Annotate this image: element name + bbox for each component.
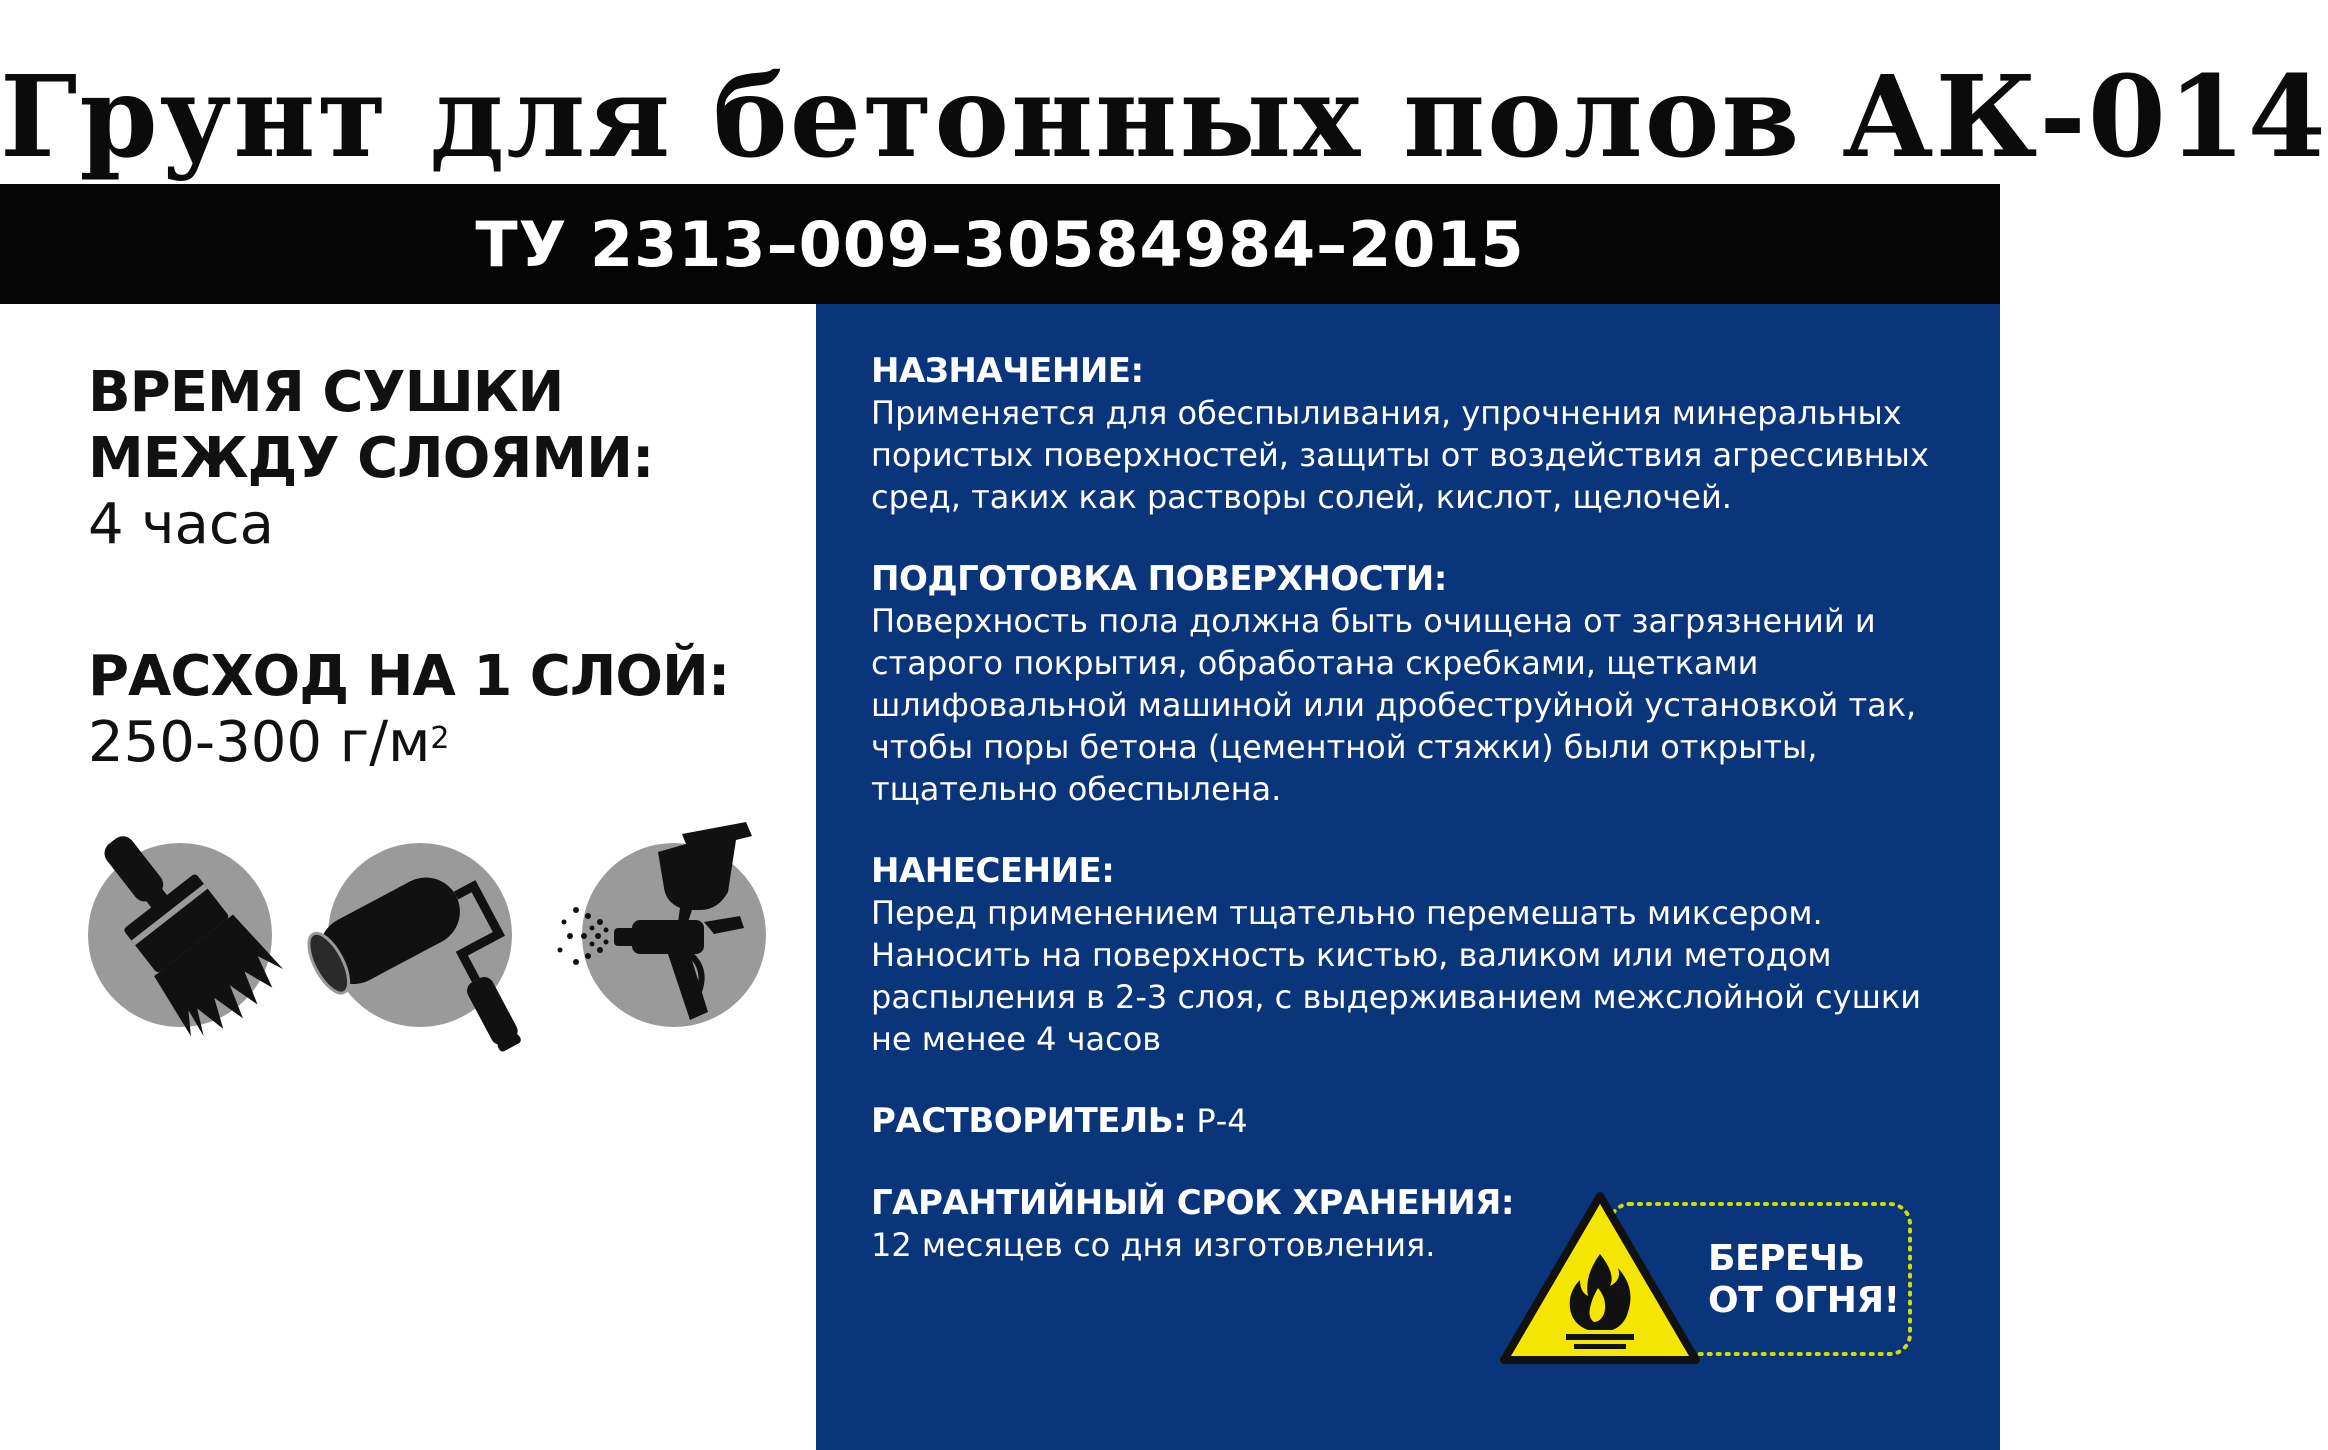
storage-body: 12 месяцев со дня изготовления. xyxy=(871,1226,1436,1264)
application-body: Перед применением тщательно перемешать миксером. Наносить на поверхность кистью, валиком или методом распыления в 2-3 слоя, с выдерживанием межслойной сушки не менее 4 часов xyxy=(871,894,1921,1058)
consumption-unit-sup: 2 xyxy=(430,721,450,756)
consumption-label: РАСХОД НА 1 СЛОЙ: xyxy=(88,644,730,709)
brush-icon xyxy=(60,810,300,1040)
application-heading: НАНЕСЕНИЕ: xyxy=(871,851,1115,891)
drying-block xyxy=(88,360,788,558)
roller-icon xyxy=(300,810,540,1040)
left-info xyxy=(88,360,788,776)
drying-value: 4 часа xyxy=(88,492,274,557)
solvent-section xyxy=(871,1100,1971,1142)
drying-label: ВРЕМЯ СУШКИ МЕЖДУ СЛОЯМИ: xyxy=(88,360,654,491)
info-content xyxy=(871,350,1971,1306)
purpose-section xyxy=(871,350,1971,518)
warning-line-2: ОТ ОГНЯ! xyxy=(1708,1280,1900,1321)
preparation-body: Поверхность пола должна быть очищена от загрязнений и старого покрытия, обработана скребками, щетками шлифовальной машиной или дробеструйной установкой так, чтобы поры бетона (цементной стяжки) были открыты, тщательно обеспылена. xyxy=(871,602,1917,808)
preparation-section xyxy=(871,558,1971,810)
page-title: Грунт для бетонных полов АК-014 xyxy=(0,52,2328,183)
solvent-value: Р-4 xyxy=(1196,1102,1248,1140)
consumption-value: 250-300 г/м xyxy=(88,710,431,775)
warning-line-1: БЕРЕЧЬ xyxy=(1708,1238,1865,1279)
application-section xyxy=(871,850,1971,1060)
consumption-value-line xyxy=(88,710,788,776)
purpose-body: Применяется для обеспыливания, упрочнения минеральных пористых поверхностей, защиты от воздействия агрессивных сред, таких как растворы солей, кислот, щелочей. xyxy=(871,394,1929,516)
application-tools xyxy=(60,810,780,1040)
purpose-heading: НАЗНАЧЕНИЕ: xyxy=(871,351,1144,391)
consumption-block xyxy=(88,644,788,776)
solvent-heading: РАСТВОРИТЕЛЬ: xyxy=(871,1101,1187,1141)
spray-gun-icon xyxy=(540,810,780,1040)
spec-band xyxy=(0,184,2000,304)
warning-text xyxy=(1708,1238,1900,1322)
spec-code: ТУ 2313–009–30584984–2015 xyxy=(475,207,1525,281)
preparation-heading: ПОДГОТОВКА ПОВЕРХНОСТИ: xyxy=(871,559,1447,599)
storage-heading: ГАРАНТИЙНЫЙ СРОК ХРАНЕНИЯ: xyxy=(871,1183,1514,1223)
